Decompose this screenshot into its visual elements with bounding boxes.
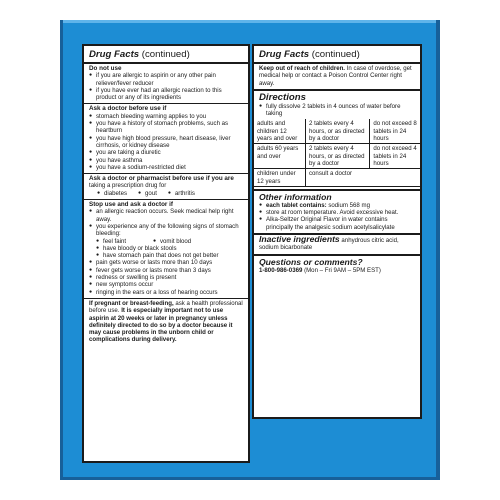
drug-facts-left-column xyxy=(82,44,250,463)
bleeding-sign: ● feel faint xyxy=(96,238,153,245)
panel-edge-left xyxy=(60,20,63,480)
heavy-rule xyxy=(254,189,420,191)
condition-list xyxy=(89,190,243,197)
pregnancy-text: ask a health professional before use. xyxy=(89,299,243,315)
phone-number: 1-800-986-0369 xyxy=(259,266,303,274)
inactive-heading: Inactive ingredients xyxy=(259,234,340,245)
directions-heading: Directions xyxy=(259,91,306,103)
heavy-rule xyxy=(254,62,420,64)
thin-rule xyxy=(84,173,248,174)
table-cell: children under 12 years xyxy=(254,169,306,187)
pregnancy-lead: If pregnant or breast-feeding, xyxy=(89,299,174,307)
ask-pharmacist-heading: Ask a doctor or pharmacist before use if you are xyxy=(89,175,234,183)
other-info-bold: each tablet contains: xyxy=(266,201,327,209)
bleeding-sign: ● have stomach pain that does not get better xyxy=(96,252,243,259)
table-cell: 2 tablets every 4 hours, or as directed by a doctor xyxy=(306,144,370,169)
questions-heading: Questions or comments? xyxy=(259,256,363,267)
table-cell: 2 tablets every 4 hours, or as directed by a doctor xyxy=(306,119,370,143)
bleeding-sign: ● vomit blood xyxy=(153,238,210,245)
keep-out-of-reach xyxy=(259,65,415,87)
ask-doctor-item: ● you have high blood pressure, heart disease, liver cirrhosis, or kidney disease xyxy=(89,135,243,150)
other-info-text: Alka-Seltzer Original Flavor in water contains principally the analgesic sodium acetylsalicylate xyxy=(266,216,395,231)
do-not-use-item: ● if you have ever had an allergic reaction to this product or any of its ingredients xyxy=(89,87,243,102)
ask-doctor-item: ● you have asthma xyxy=(89,157,243,164)
do-not-use-heading: Do not use xyxy=(89,65,122,72)
table-row xyxy=(254,169,420,187)
condition-item: ● diabetes xyxy=(97,190,127,197)
do-not-use-item: ● if you are allergic to aspirin or any other pain reliever/fever reducer xyxy=(89,72,243,87)
stop-use-item: ● an allergic reaction occurs. Seek medical help right away. xyxy=(89,208,243,223)
stop-use-heading: Stop use and ask a doctor if xyxy=(89,201,173,209)
ask-doctor-item: ● you have a history of stomach problems, such as heartburn xyxy=(89,120,243,135)
drug-facts-title-left xyxy=(89,49,243,60)
heavy-rule xyxy=(254,89,420,91)
thin-rule xyxy=(84,103,248,104)
ask-doctor-heading: Ask a doctor before use if xyxy=(89,105,167,113)
pregnancy-warning xyxy=(89,300,243,344)
other-info-item xyxy=(259,202,415,209)
ask-doctor-item: ● you are taking a diuretic xyxy=(89,149,243,156)
title-continued: (continued) xyxy=(311,49,360,60)
table-cell: consult a doctor xyxy=(306,169,421,187)
table-cell: do not exceed 4 tablets in 24 hours xyxy=(370,144,420,169)
stop-use-item: ● new symptoms occur xyxy=(89,281,243,288)
drug-facts-right-column xyxy=(252,44,422,419)
dosage-table xyxy=(254,119,420,186)
ask-doctor-item: ● stomach bleeding warning applies to you xyxy=(89,113,243,120)
thin-rule xyxy=(84,199,248,200)
heavy-rule xyxy=(254,254,420,256)
ask-pharmacist-text: taking a prescription drug for xyxy=(89,182,167,190)
heavy-rule xyxy=(84,62,248,64)
bleeding-sign: ● have bloody or black stools xyxy=(96,245,243,252)
other-info-text: store at room temperature. Avoid excessive heat. xyxy=(266,209,399,217)
stop-use-item: ● fever gets worse or lasts more than 3 days xyxy=(89,267,243,274)
stop-use-item: ● ringing in the ears or a loss of hearing occurs xyxy=(89,289,243,296)
stop-use-item: ● pain gets worse or lasts more than 10 days xyxy=(89,259,243,266)
other-info-item xyxy=(259,209,415,216)
table-cell: adults and children 12 years and over xyxy=(254,119,306,143)
panel-fold-bottom xyxy=(60,477,440,480)
keep-out-bold: Keep out of reach of children. xyxy=(259,65,345,72)
other-info-text: sodium 568 mg xyxy=(326,201,370,209)
table-row xyxy=(254,119,420,143)
inactive-text: anhydrous citric acid, sodium bicarbonate xyxy=(259,237,399,252)
stop-use-item: ● you experience any of the following signs of stomach bleeding: xyxy=(89,223,243,238)
keep-out-text: In case of overdose, get medical help or contact a Poison Control Center right away. xyxy=(259,65,412,87)
drug-facts-title-right xyxy=(259,49,415,60)
table-cell: adults 60 years and over xyxy=(254,144,306,169)
stop-use-item: ● redness or swelling is present xyxy=(89,274,243,281)
thin-rule xyxy=(84,298,248,299)
pregnancy-bold: It is especially important not to use aspirin at 20 weeks or later in pregnancy unless definitely directed to do so by a doctor because it may cause problems in the unborn child or complications during delivery. xyxy=(89,307,233,344)
table-cell: do not exceed 8 tablets in 24 hours xyxy=(370,119,420,143)
inactive-ingredients xyxy=(259,236,415,252)
ask-doctor-item: ● you have a sodium-restricted diet xyxy=(89,164,243,171)
panel-edge-right xyxy=(436,20,440,480)
title-text: Drug Facts xyxy=(89,49,140,60)
panel-fold-top xyxy=(60,20,440,23)
condition-item: ● gout xyxy=(138,190,157,197)
questions-phone-line xyxy=(259,267,415,274)
other-info-heading: Other information xyxy=(259,191,332,202)
phone-hours: (Mon – Fri 9AM – 5PM EST) xyxy=(302,266,381,274)
other-info-item xyxy=(259,216,415,231)
directions-item: ● fully dissolve 2 tablets in 4 ounces of water before taking xyxy=(259,103,415,118)
title-continued: (continued) xyxy=(141,49,190,60)
condition-item: ● arthritis xyxy=(168,190,195,197)
table-row xyxy=(254,144,420,169)
bleeding-signs-row xyxy=(96,238,243,245)
title-text: Drug Facts xyxy=(259,49,310,60)
